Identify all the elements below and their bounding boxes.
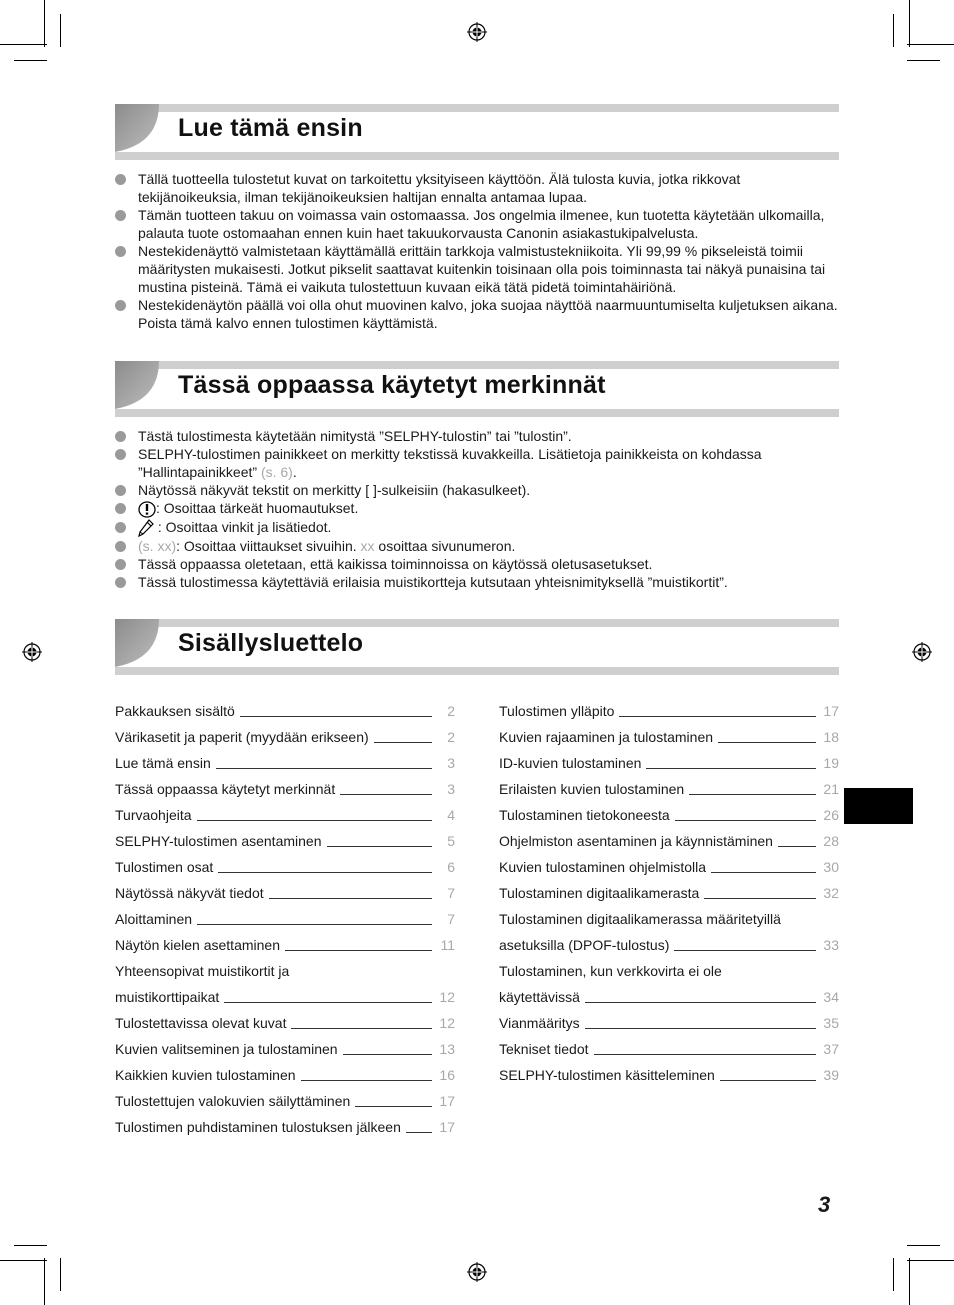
toc-entry-title: Näytön kielen asettaminen: [115, 937, 280, 953]
toc-entry[interactable]: [115, 1091, 455, 1117]
toc-leader-line: [224, 1002, 432, 1003]
toc-entry[interactable]: [499, 857, 839, 883]
chapter-tab-marker: [844, 788, 913, 824]
toc-entry[interactable]: [115, 1065, 455, 1091]
toc-entry-page: 12: [439, 989, 455, 1005]
toc-entry-page: 34: [823, 989, 839, 1005]
toc-entry[interactable]: [115, 1013, 455, 1039]
toc-entry-title: Pakkauksen sisältö: [115, 703, 235, 719]
toc-entry[interactable]: [115, 805, 455, 831]
toc-entry-page: 7: [447, 911, 455, 927]
list-item: Tässä tulostimessa käytettäviä erilaisia muistikortteja kutsutaan yhteisnimityksellä ”muistikortit”.: [115, 573, 839, 591]
list-item: : Osoittaa vinkit ja lisätiedot.: [115, 518, 839, 537]
list-item: (s. xx): Osoittaa viittaukset sivuihin. xx osoittaa sivunumeron.: [115, 537, 839, 555]
section-title: Tässä oppaassa käytetyt merkinnät: [178, 371, 606, 399]
toc-entry[interactable]: [115, 1039, 455, 1065]
toc-entry-page: 16: [439, 1067, 455, 1083]
section-header-read-first: [115, 104, 839, 160]
toc-leader-line: [343, 1054, 432, 1055]
toc-entry-page: 17: [823, 703, 839, 719]
registration-mark-icon: [467, 1262, 487, 1282]
toc-entry[interactable]: [499, 909, 839, 935]
registration-mark-icon: [467, 22, 487, 42]
toc-entry-page: 17: [439, 1093, 455, 1109]
page-number: 3: [818, 1192, 831, 1217]
toc-right-column: [499, 701, 839, 1091]
toc-leader-line: [301, 1080, 432, 1081]
toc-entry[interactable]: [115, 961, 455, 987]
toc-entry[interactable]: [115, 831, 455, 857]
toc-entry[interactable]: [115, 1117, 455, 1143]
toc-entry-page: 13: [439, 1041, 455, 1057]
toc-leader-line: [778, 846, 816, 847]
toc-entry[interactable]: [115, 909, 455, 935]
toc-entry[interactable]: [499, 961, 839, 987]
toc-entry-title: Näytössä näkyvät tiedot: [115, 885, 264, 901]
toc-left-column: [115, 701, 455, 1143]
toc-entry-title: muistikorttipaikat: [115, 989, 220, 1005]
toc-leader-line: [327, 846, 433, 847]
toc-entry-page: 11: [440, 937, 455, 953]
toc-leader-line: [285, 950, 432, 951]
toc-entry[interactable]: [499, 805, 839, 831]
read-first-list: [115, 170, 839, 332]
toc-leader-line: [269, 898, 432, 899]
toc-entry-page: 32: [823, 885, 839, 901]
toc-leader-line: [675, 820, 816, 821]
toc-entry-page: 12: [439, 1015, 455, 1031]
toc-entry-title: Tulostaminen digitaalikamerasta: [499, 885, 700, 901]
toc-entry-page: 33: [823, 937, 839, 953]
toc-entry[interactable]: [115, 883, 455, 909]
toc-entry[interactable]: [499, 831, 839, 857]
toc-entry[interactable]: [115, 987, 455, 1013]
toc-leader-line: [406, 1132, 432, 1133]
toc-entry-title: asetuksilla (DPOF-tulostus): [499, 937, 670, 953]
registration-mark-icon: [912, 642, 932, 662]
list-item: Tässä oppaassa oletetaan, että kaikissa toiminnoissa on käytössä oletusasetukset.: [115, 555, 839, 573]
toc-entry-page: 2: [447, 703, 455, 719]
toc-entry-title: Lue tämä ensin: [115, 755, 211, 771]
list-item: Näytössä näkyvät tekstit on merkitty [ ]-sulkeisiin (hakasulkeet).: [115, 481, 839, 499]
toc-leader-line: [720, 1080, 816, 1081]
conventions-list: [115, 427, 839, 591]
toc-leader-line: [585, 1002, 816, 1003]
section-tab-graphic: [115, 361, 175, 417]
toc-entry-title: Tekniset tiedot: [499, 1041, 589, 1057]
registration-mark-icon: [22, 642, 42, 662]
toc-entry[interactable]: [115, 857, 455, 883]
toc-entry-page: 39: [823, 1067, 839, 1083]
toc-entry-page: 6: [447, 859, 455, 875]
toc-entry-title: Yhteensopivat muistikortit ja: [115, 963, 290, 979]
toc-entry-title: Kuvien tulostaminen ohjelmistolla: [499, 859, 706, 875]
section-title: Lue tämä ensin: [178, 114, 363, 142]
toc-entry-title: Tulostaminen tietokoneesta: [499, 807, 670, 823]
toc-entry-page: 18: [823, 729, 839, 745]
toc-entry-title: SELPHY-tulostimen asentaminen: [115, 833, 322, 849]
section-tab-graphic: [115, 104, 175, 160]
list-item: SELPHY-tulostimen painikkeet on merkitty tekstissä kuvakkeilla. Lisätietoja painikkeista on kohdassa ”Hallintapainikkeet” (s. 6).: [115, 445, 839, 481]
toc-entry-title: Tulostettujen valokuvien säilyttäminen: [115, 1093, 351, 1109]
toc-entry-page: 5: [447, 833, 455, 849]
toc-leader-line: [594, 1054, 817, 1055]
toc-entry[interactable]: [115, 935, 455, 961]
list-item: : Osoittaa tärkeät huomautukset.: [115, 499, 839, 518]
toc-leader-line: [291, 1028, 432, 1029]
section-title: Sisällysluettelo: [178, 629, 364, 657]
toc-entry-page: 4: [447, 807, 455, 823]
toc-entry-title: Tulostimen ylläpito: [499, 703, 615, 719]
toc-leader-line: [197, 820, 432, 821]
toc-entry-page: 17: [439, 1119, 455, 1135]
list-item: Tämän tuotteen takuu on voimassa vain ostomaassa. Jos ongelmia ilmenee, kun tuotetta käytetään ulkomailla, palauta tuote ostomaahan ennen kuin haet takuukorvausta Canonin asiakastukipalvelusta.: [115, 206, 839, 242]
toc-entry-page: 19: [823, 755, 839, 771]
toc-entry-title: Ohjelmiston asentaminen ja käynnistäminen: [499, 833, 773, 849]
toc-leader-line: [240, 716, 432, 717]
important-icon: [138, 501, 156, 518]
toc-entry-title: Tässä oppaassa käytetyt merkinnät: [115, 781, 336, 797]
toc-entry-page: 3: [447, 755, 455, 771]
toc-entry-title: Erilaisten kuvien tulostaminen: [499, 781, 685, 797]
toc-leader-line: [619, 716, 816, 717]
toc-entry[interactable]: [499, 779, 839, 805]
toc-entry[interactable]: [499, 883, 839, 909]
list-item: Nestekidenäytön päällä voi olla ohut muovinen kalvo, joka suojaa näyttöä naarmuuntumiselta kuljetuksen aikana. Poista tämä kalvo ennen tulostimen käyttämistä.: [115, 296, 839, 332]
toc-entry[interactable]: [499, 987, 839, 1013]
toc-leader-line: [216, 768, 432, 769]
toc-entry-page: 28: [823, 833, 839, 849]
toc-entry-title: Tulostaminen, kun verkkovirta ei ole: [499, 963, 722, 979]
section-tab-graphic: [115, 619, 175, 675]
list-item: Tällä tuotteella tulostetut kuvat on tarkoitettu yksityiseen käyttöön. Älä tulosta kuvia, jotka rikkovat tekijänoikeuksia, ilman tekijänoikeuksien haltijan ennalta antamaa lupaa.: [115, 170, 839, 206]
toc-entry[interactable]: [499, 727, 839, 753]
toc-entry[interactable]: [115, 779, 455, 805]
toc-leader-line: [674, 950, 816, 951]
toc-leader-line: [646, 768, 816, 769]
section-header-conventions: [115, 361, 839, 417]
toc-leader-line: [374, 742, 432, 743]
toc-entry[interactable]: [499, 935, 839, 961]
toc-entry-title: Tulostaminen digitaalikamerassa määritetyillä: [499, 911, 781, 927]
toc-entry[interactable]: [115, 753, 455, 779]
toc-entry-page: 26: [823, 807, 839, 823]
toc-entry-page: 2: [447, 729, 455, 745]
toc-entry-title: Tulostimen puhdistaminen tulostuksen jälkeen: [115, 1119, 401, 1135]
toc-leader-line: [711, 872, 816, 873]
toc-leader-line: [689, 794, 816, 795]
toc-entry[interactable]: [499, 1039, 839, 1065]
section-header-toc: [115, 619, 839, 675]
toc-entry[interactable]: [499, 1065, 839, 1091]
toc-entry-title: Vianmääritys: [499, 1015, 580, 1031]
toc-entry-title: Aloittaminen: [115, 911, 193, 927]
toc-entry-page: 3: [447, 781, 455, 797]
page-reference: (s. xx): [138, 538, 177, 555]
toc-leader-line: [197, 924, 432, 925]
toc-leader-line: [355, 1106, 432, 1107]
toc-leader-line: [340, 794, 432, 795]
toc-entry-page: 21: [823, 781, 839, 797]
toc-entry-title: käytettävissä: [499, 989, 580, 1005]
toc-entry[interactable]: [115, 701, 455, 727]
toc-entry-page: 35: [823, 1015, 839, 1031]
toc-entry[interactable]: [499, 753, 839, 779]
toc-entry-page: 37: [823, 1041, 839, 1057]
toc-entry-title: SELPHY-tulostimen käsitteleminen: [499, 1067, 715, 1083]
page-reference: (s. 6): [260, 464, 293, 480]
toc-entry-title: Tulostimen osat: [115, 859, 214, 875]
toc-entry[interactable]: [499, 1013, 839, 1039]
toc-leader-line: [718, 742, 816, 743]
pencil-hint-icon: [138, 519, 154, 537]
toc-entry-title: ID-kuvien tulostaminen: [499, 755, 642, 771]
toc-leader-line: [585, 1028, 816, 1029]
toc-entry-title: Kuvien rajaaminen ja tulostaminen: [499, 729, 714, 745]
toc-leader-line: [704, 898, 816, 899]
toc-entry-title: Kuvien valitseminen ja tulostaminen: [115, 1041, 338, 1057]
list-item: Tästä tulostimesta käytetään nimitystä ”SELPHY-tulostin” tai ”tulostin”.: [115, 427, 839, 445]
toc-entry-title: Turvaohjeita: [115, 807, 192, 823]
toc-entry-page: 30: [823, 859, 839, 875]
toc-leader-line: [218, 872, 432, 873]
toc-entry-title: Värikasetit ja paperit (myydään erikseen): [115, 729, 369, 745]
list-item: Nestekidenäyttö valmistetaan käyttämällä erittäin tarkkoja valmistustekniikoita. Yli 99,99 % pikseleistä toimii määritysten mukaisesti. Jotkut pikselit saattavat kuitenkin toisinaan olla pois toiminnasta tai näkyä punaisina tai mustina pisteinä. Tämä ei vaikuta tulostettuun kuvaan eikä tätä pidetä toimintahäiriönä.: [115, 242, 839, 296]
toc-entry[interactable]: [115, 727, 455, 753]
toc-entry[interactable]: [499, 701, 839, 727]
toc-entry-page: 7: [447, 885, 455, 901]
toc-entry-title: Tulostettavissa olevat kuvat: [115, 1015, 287, 1031]
toc-entry-title: Kaikkien kuvien tulostaminen: [115, 1067, 296, 1083]
